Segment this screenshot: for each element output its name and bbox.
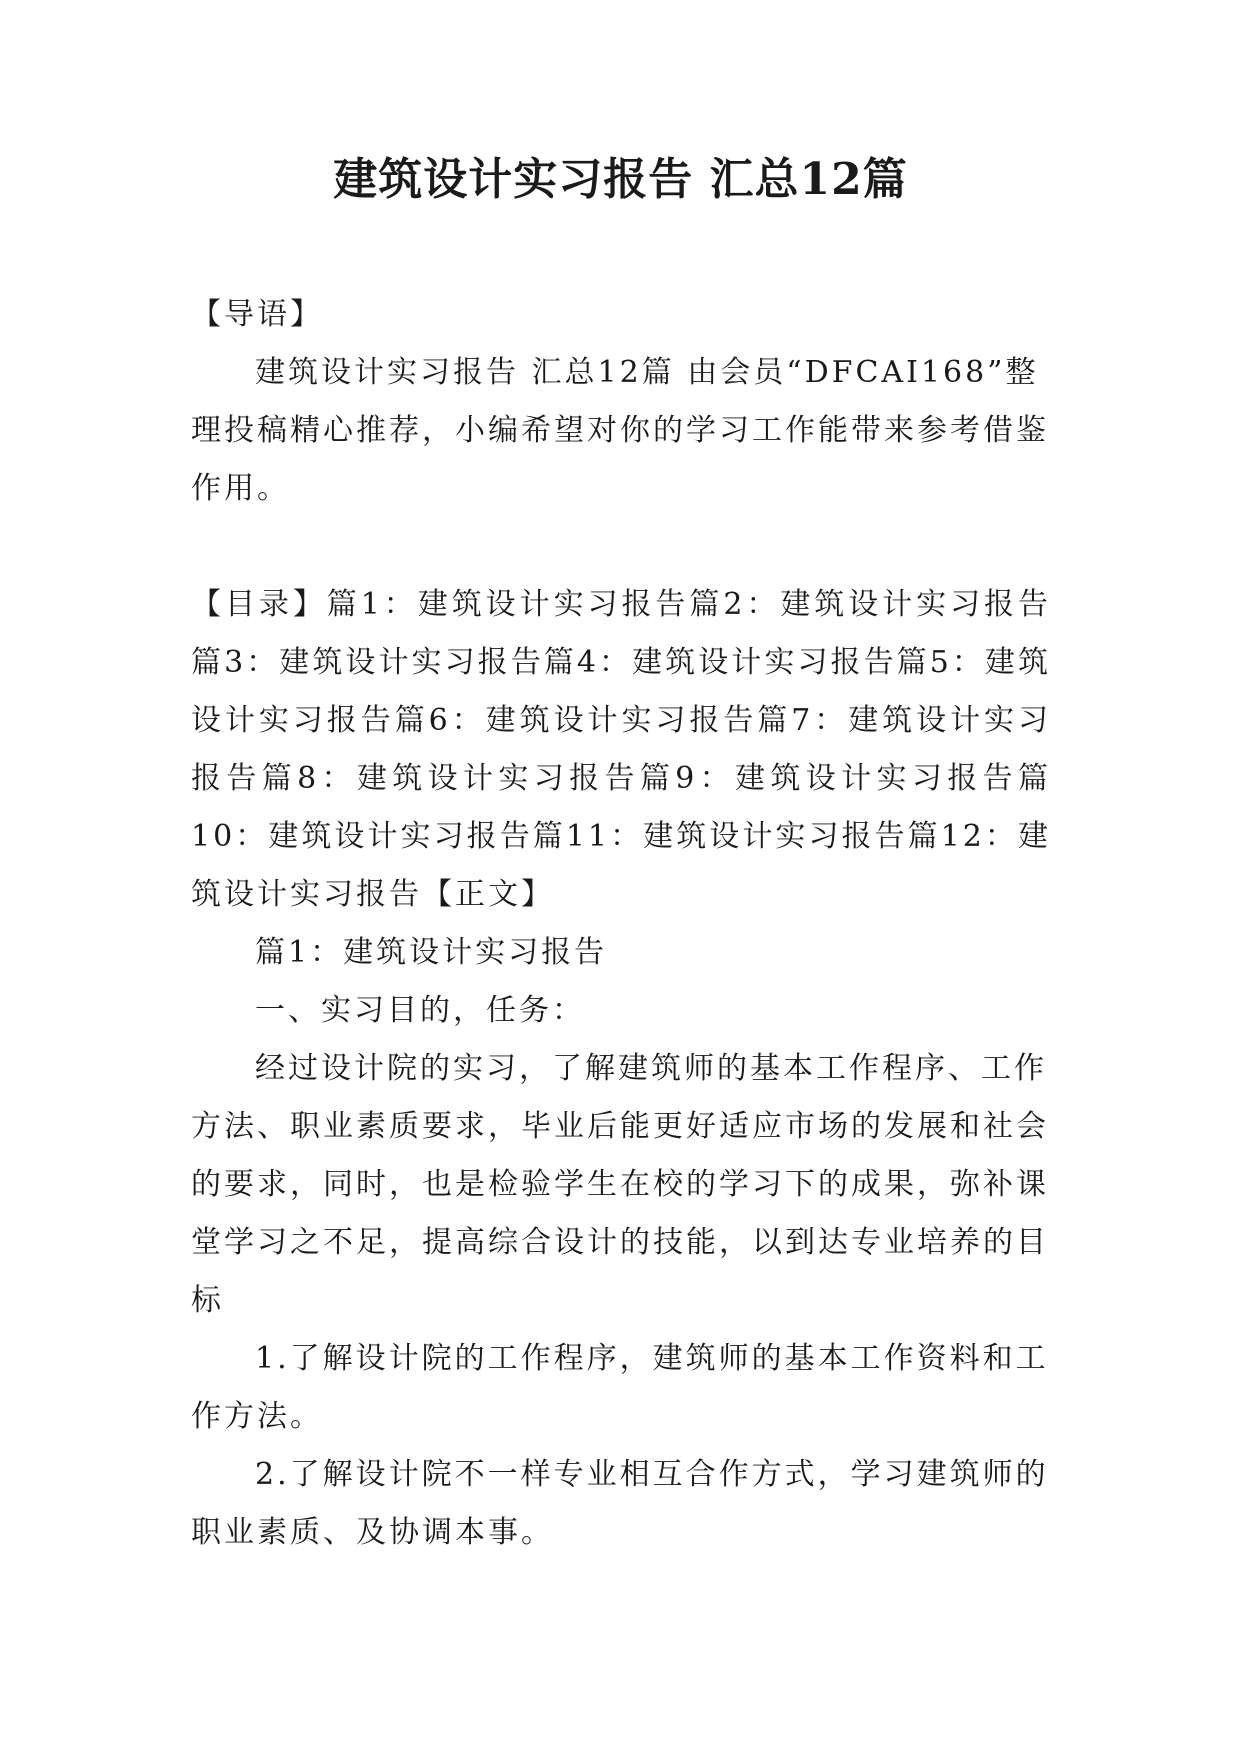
table-of-contents: 【目录】篇1：建筑设计实习报告篇2：建筑设计实习报告篇3：建筑设计实习报告篇4：建筑设计实习报告篇5：建筑设计实习报告篇6：建筑设计实习报告篇7：建筑设计实习报告篇8：建筑设计实习报告篇9：建筑设计实习报告篇10：建筑设计实习报告篇11：建筑设计实习报告篇12：建筑设计实习报告【正文】	[191, 587, 1051, 912]
document-title: 建筑设计实习报告 汇总12篇	[333, 154, 908, 205]
list-item: 2.了解设计院不一样专业相互合作方式，学习建筑师的职业素质、及协调本事。	[191, 1457, 1049, 1550]
section-title: 篇1：建筑设计实习报告	[255, 935, 608, 970]
subsection-title: 一、实习目的，任务：	[255, 993, 585, 1028]
body-paragraph: 经过设计院的实习，了解建筑师的基本工作程序、工作方法、职业素质要求，毕业后能更好适应市场的发展和社会的要求，同时，也是检验学生在校的学习下的成果，弥补课堂学习之不足，提高综合设计的技能，以到达专业培养的目标	[191, 1051, 1049, 1318]
paragraph-spacer	[191, 518, 1051, 576]
list-item: 1.了解设计院的工作程序，建筑师的基本工作资料和工作方法。	[191, 1341, 1049, 1434]
document-body	[191, 286, 1051, 1562]
intro-heading: 【导语】	[191, 297, 323, 332]
intro-paragraph: 建筑设计实习报告 汇总12篇 由会员“DFCAI168”整理投稿精心推荐，小编希望对你的学习工作能带来参考借鉴作用。	[191, 355, 1049, 506]
